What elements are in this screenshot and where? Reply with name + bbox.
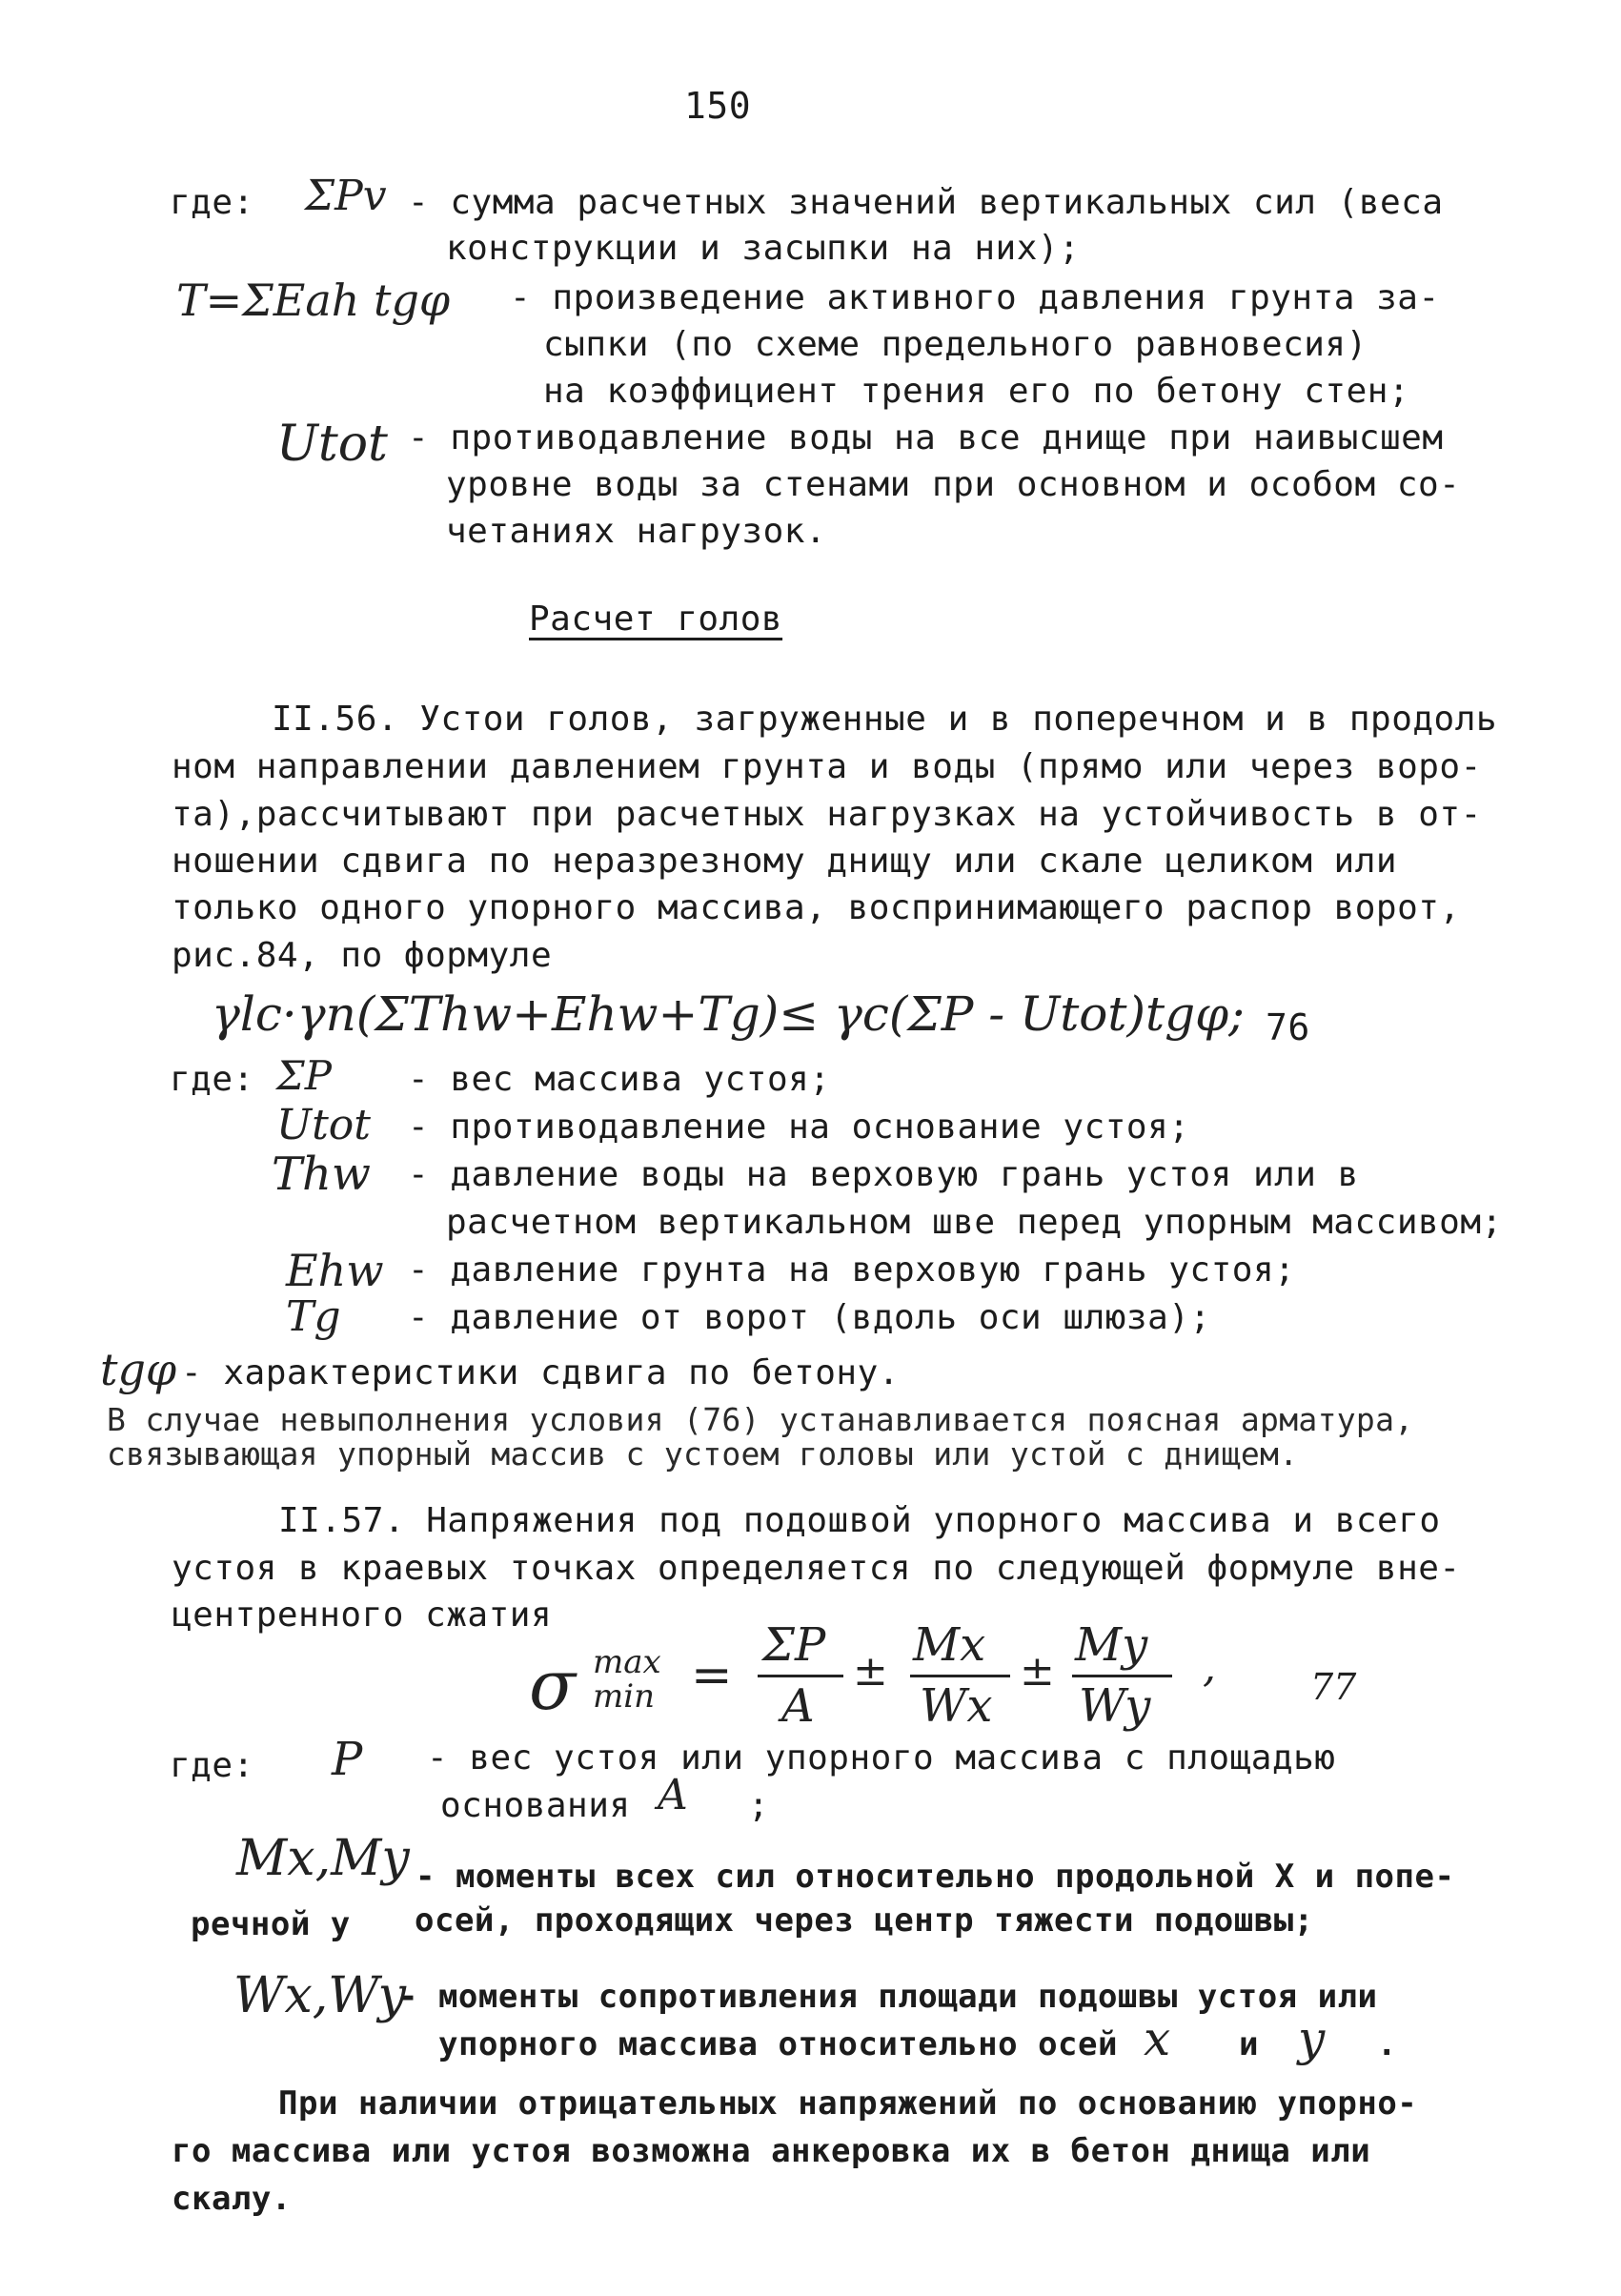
where-label: где: — [170, 183, 254, 222]
definition-line: - сумма расчетных значений вертикальных сил (веса — [408, 183, 1444, 222]
paragraph-line: та),рассчитывают при расчетных нагрузках на устойчивость в от- — [172, 795, 1482, 834]
plus-minus: ± — [1020, 1647, 1055, 1696]
symbol-t-formula: T=ΣEah tgφ — [176, 274, 451, 326]
symbol-a: A — [658, 1771, 688, 1819]
section-heading: Расчет голов — [529, 599, 783, 639]
fraction-denominator: A — [781, 1679, 815, 1733]
definition-line: основания — [440, 1786, 631, 1825]
paragraph-line: го массива или устоя возможна анкеровка их в бетон днища или — [172, 2132, 1371, 2170]
definition-line: - давление грунта на верховую грань устоя; — [408, 1250, 1296, 1290]
symbol-y: y — [1298, 2011, 1326, 2066]
definition-line: четаниях нагрузок. — [446, 512, 827, 551]
symbol-t-hw: Thw — [272, 1148, 372, 1201]
punctuation: ; — [748, 1786, 770, 1825]
where-label: где: — [170, 1060, 254, 1099]
fraction-numerator: ΣP — [762, 1618, 826, 1672]
definition-line: - моменты всех сил относительно продольной X и попе- — [415, 1858, 1455, 1896]
definition-line: - моменты сопротивления площади подошвы устоя или — [398, 1978, 1378, 2016]
symbol-mx-my: Mx,My — [236, 1830, 410, 1887]
definition-line: - противодавление на основание устоя; — [408, 1107, 1190, 1147]
definition-line: расчетном вертикальном шве перед упорным массивом; — [446, 1203, 1503, 1242]
definition-line: - вес массива устоя; — [408, 1060, 831, 1099]
paragraph-line: рис.84, по формуле — [172, 936, 553, 975]
definition-line: сыпки (по схеме предельного равновесия) — [543, 325, 1368, 364]
paragraph-line: устоя в краевых точках определяется по следующей формуле вне- — [172, 1549, 1461, 1588]
definition-line: упорного массива относительно осей — [438, 2025, 1118, 2063]
sigma-min: min — [593, 1677, 656, 1716]
definition-line: и — [1239, 2025, 1259, 2063]
definition-line: речной y — [191, 1905, 351, 1943]
paragraph-line: только одного упорного массива, воспринимающего распор ворот, — [172, 888, 1461, 927]
definition-line: - характеристики сдвига по бетону. — [181, 1353, 900, 1392]
fraction-denominator: Wx — [920, 1679, 993, 1733]
formula-comma: , — [1203, 1643, 1216, 1692]
sigma-max: max — [593, 1643, 661, 1681]
symbol-u-tot: Utot — [276, 416, 388, 473]
note-line: связывающая упорный массив с устоем головы или устой с днищем. — [107, 1435, 1299, 1473]
fraction-bar — [758, 1675, 843, 1677]
definition-line: - давление от ворот (вдоль оси шлюза); — [408, 1298, 1211, 1337]
definition-line: осей, проходящих через центр тяжести подошвы; — [415, 1901, 1314, 1940]
symbol-u-tot: Utot — [276, 1101, 371, 1149]
symbol-tg-phi: tgφ — [100, 1344, 177, 1395]
fraction-numerator: My — [1075, 1618, 1148, 1672]
paragraph-line: II.57. Напряжения под подошвой упорного массива и всего — [278, 1501, 1441, 1540]
formula-number: 76 — [1266, 1006, 1310, 1048]
symbol-t-g: Tg — [286, 1292, 341, 1341]
symbol-sum-p: ΣP — [276, 1052, 332, 1099]
paragraph-line: ношении сдвига по неразрезному днищу или скале целиком или — [172, 842, 1398, 881]
page-number: 150 — [684, 85, 752, 127]
plus-minus: ± — [853, 1647, 888, 1696]
paragraph-line: ном направлении давлением грунта и воды (прямо или через воро- — [172, 747, 1482, 786]
formula-76: γlc·γn(ΣThw+Ehw+Tg)≤ γc(ΣP - Utot)tgφ; — [212, 986, 1245, 1042]
symbol-x: x — [1144, 2011, 1171, 2066]
definition-line: - противодавление воды на все днище при наивысшем — [408, 418, 1444, 457]
equals-sign: = — [691, 1647, 733, 1704]
symbol-sum-pv: ΣPv — [305, 172, 387, 220]
note-line: В случае невыполнения условия (76) устанавливается поясная арматура, — [107, 1401, 1414, 1438]
definition-line: конструкции и засыпки на них); — [446, 229, 1081, 268]
punctuation: . — [1377, 2025, 1397, 2063]
paragraph-line: При наличии отрицательных напряжений по основанию упорно- — [278, 2084, 1418, 2123]
definition-line: - вес устоя или упорного массива с площадью — [427, 1738, 1336, 1778]
paragraph-line: II.56. Устои голов, загруженные и в поперечном и в продоль — [272, 700, 1498, 739]
definition-line: на коэффициент трения его по бетону стен; — [543, 372, 1410, 411]
definition-line: уровне воды за стенами при основном и особом со- — [446, 465, 1461, 504]
where-label: где: — [170, 1746, 254, 1785]
paragraph-line: скалу. — [172, 2180, 292, 2218]
paragraph-line: центренного сжатия — [172, 1595, 553, 1635]
symbol-wx-wy: Wx,Wy — [233, 1967, 406, 2024]
definition-line: - давление воды на верховую грань устоя или в — [408, 1155, 1359, 1194]
sigma-symbol: σ — [529, 1645, 577, 1725]
definition-line: - произведение активного давления грунта за- — [510, 278, 1440, 317]
fraction-bar — [910, 1675, 1010, 1677]
symbol-e-hw: Ehw — [286, 1245, 384, 1296]
formula-number: 77 — [1310, 1666, 1357, 1708]
symbol-p: P — [332, 1733, 363, 1786]
fraction-bar — [1072, 1675, 1172, 1677]
fraction-denominator: Wy — [1079, 1679, 1151, 1733]
fraction-numerator: Mx — [913, 1618, 986, 1672]
